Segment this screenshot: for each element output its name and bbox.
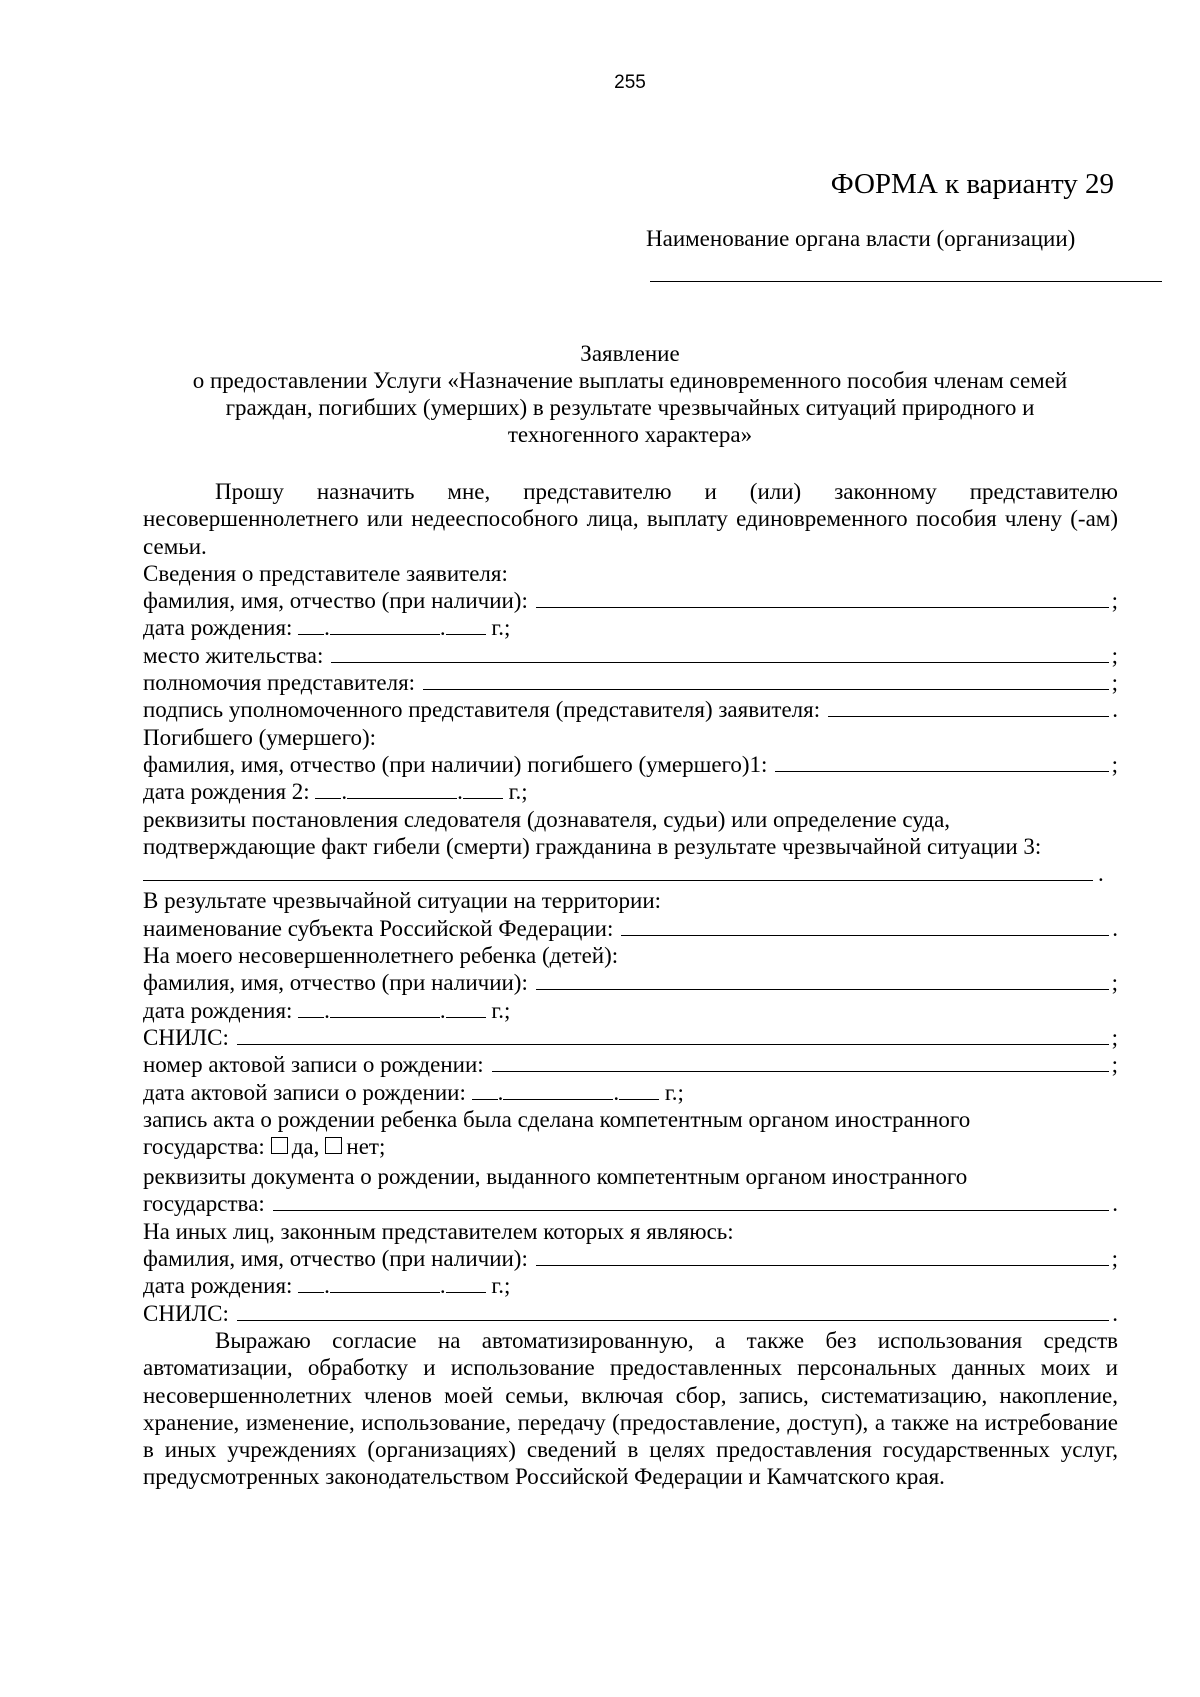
rep-birth-month-field[interactable] — [330, 615, 440, 635]
rep-residence-field[interactable] — [331, 643, 1108, 663]
child-birth-month-field[interactable] — [330, 998, 440, 1018]
rep-fio-row: фамилия, имя, отчество (при наличии): ; — [143, 588, 1118, 614]
rep-powers-row: полномочия представителя: ; — [143, 670, 1118, 696]
child-record-date-row: дата актовой записи о рождении: . . г.; — [143, 1079, 684, 1105]
rep-fio-field[interactable] — [536, 588, 1109, 608]
document-title: Заявление — [580, 341, 680, 366]
authority-label: Наименование органа власти (организации) — [646, 226, 1076, 251]
doc-prefix: государства: — [143, 1191, 265, 1217]
others-fio-row: фамилия, имя, отчество (при наличии): ; — [143, 1246, 1118, 1272]
others-snils-row: СНИЛС: . — [143, 1300, 1118, 1326]
deceased-birth-day-field[interactable] — [315, 779, 341, 799]
foreign-options-row — [143, 1133, 1118, 1163]
others-fio-field[interactable] — [536, 1246, 1109, 1266]
consent-paragraph: Выражаю согласие на автоматизированную, а также без использования средств автоматизации, обработку и использование предоставленных персональных данных моих и несовершеннолетних членов моей семьи, включая сбор, запись, систематизацию, накопление, хранение, изменение, использование, передачу (предоставление, доступ), а также на истребование в иных учреждениях (организациях) сведений в целях предоставления государственных услуг, предусмотренных законодательством Российской Федерации и Камчатского края. — [143, 1327, 1118, 1490]
child-birth-label: дата рождения: — [143, 997, 293, 1023]
child-birth-year-field[interactable] — [446, 998, 486, 1018]
deceased-fio-field[interactable] — [775, 752, 1108, 772]
child-snils-field[interactable] — [237, 1025, 1109, 1045]
year-suffix: г.; — [491, 997, 511, 1023]
deceased-birth-label: дата рождения 2: — [143, 779, 310, 805]
year-suffix: г.; — [491, 615, 511, 641]
subtitle-line: о предоставлении Услуги «Назначение выплаты единовременного пособия членам семей — [192, 368, 1068, 393]
subtitle-line: техногенного характера» — [507, 422, 753, 447]
child-record-no-field[interactable] — [492, 1052, 1109, 1072]
others-birth-month-field[interactable] — [330, 1273, 440, 1293]
deceased-details-row: . — [143, 860, 1118, 887]
others-heading: На иных лиц, законным представителем которых я являюсь: — [143, 1218, 734, 1244]
child-heading: На моего несовершеннолетнего ребенка (детей): — [143, 943, 619, 969]
authority-field[interactable] — [650, 281, 1162, 282]
rep-powers-field[interactable] — [423, 670, 1109, 690]
region-field[interactable] — [621, 916, 1109, 936]
rep-birth-day-field[interactable] — [298, 615, 324, 635]
rep-heading: Сведения о представителе заявителя: — [143, 560, 508, 586]
child-fio-field[interactable] — [536, 970, 1109, 990]
foreign-line-1: запись акта о рождении ребенка была сделана компетентным органом иностранного — [143, 1106, 971, 1132]
region-label: наименование субъекта Российской Федерации: — [143, 915, 614, 941]
others-fio-label: фамилия, имя, отчество (при наличии): — [143, 1246, 528, 1272]
title-block — [130, 340, 1130, 448]
form-body — [143, 478, 1118, 1491]
emergency-heading: В результате чрезвычайной ситуации на территории: — [143, 888, 662, 914]
subtitle-line: граждан, погибших (умерших) в результате чрезвычайных ситуаций природного и — [225, 395, 1035, 420]
record-day-field[interactable] — [472, 1080, 498, 1100]
year-suffix: г.; — [664, 1079, 684, 1105]
others-snils-field[interactable] — [237, 1301, 1109, 1321]
request-paragraph: Прошу назначить мне, представителю и (или) законному представителю несовершеннолетнего или недееспособного лица, выплату единовременного пособия члену (-ам) семьи. — [143, 479, 1118, 559]
record-month-field[interactable] — [503, 1080, 613, 1100]
rep-signature-field[interactable] — [828, 697, 1109, 717]
rep-fio-label: фамилия, имя, отчество (при наличии): — [143, 588, 528, 614]
child-birth-row: дата рождения: . . г.; — [143, 997, 511, 1023]
rep-signature-row: подпись уполномоченного представителя (представителя) заявителя: . — [143, 697, 1118, 723]
no-checkbox[interactable] — [325, 1137, 342, 1154]
deceased-birth-month-field[interactable] — [347, 779, 457, 799]
yes-checkbox[interactable] — [271, 1137, 288, 1154]
others-birth-row: дата рождения: . . г.; — [143, 1273, 511, 1299]
child-record-no-label: номер актовой записи о рождении: — [143, 1052, 484, 1078]
others-birth-year-field[interactable] — [446, 1273, 486, 1293]
rep-birth-year-field[interactable] — [446, 615, 486, 635]
child-birth-day-field[interactable] — [298, 998, 324, 1018]
rep-residence-row: место жительства: ; — [143, 642, 1118, 668]
year-suffix: г.; — [491, 1273, 511, 1299]
page-number: 255 — [614, 72, 646, 93]
doc-line-1: реквизиты документа о рождении, выданного компетентным органом иностранного — [143, 1164, 968, 1190]
yes-label: да, — [291, 1134, 320, 1160]
doc-field[interactable] — [273, 1191, 1110, 1211]
rep-powers-label: полномочия представителя: — [143, 670, 416, 696]
others-birth-day-field[interactable] — [298, 1273, 324, 1293]
deceased-details-line-1: реквизиты постановления следователя (дознавателя, судьи) или определение суда, — [143, 806, 951, 832]
child-fio-label: фамилия, имя, отчество (при наличии): — [143, 970, 528, 996]
rep-residence-label: место жительства: — [143, 642, 324, 668]
foreign-prefix: государства: — [143, 1134, 265, 1160]
others-snils-label: СНИЛС: — [143, 1300, 229, 1326]
child-record-date-label: дата актовой записи о рождении: — [143, 1079, 466, 1105]
rep-birth-label: дата рождения: — [143, 615, 293, 641]
others-birth-label: дата рождения: — [143, 1273, 293, 1299]
deceased-details-line-2: подтверждающие факт гибели (смерти) гражданина в результате чрезвычайной ситуации 3: — [143, 833, 1042, 859]
child-snils-row: СНИЛС: ; — [143, 1024, 1118, 1050]
rep-signature-label: подпись уполномоченного представителя (представителя) заявителя: — [143, 697, 821, 723]
form-label: ФОРМА к варианту 29 — [830, 168, 1114, 200]
deceased-fio-row: фамилия, имя, отчество (при наличии) погибшего (умершего)1: ; — [143, 751, 1118, 777]
child-snils-label: СНИЛС: — [143, 1024, 229, 1050]
deceased-birth-row: дата рождения 2: . . г.; — [143, 779, 528, 805]
year-suffix: г.; — [508, 779, 528, 805]
region-row: наименование субъекта Российской Федерации: . — [143, 915, 1118, 941]
child-fio-row: фамилия, имя, отчество (при наличии): ; — [143, 970, 1118, 996]
deceased-fio-label: фамилия, имя, отчество (при наличии) погибшего (умершего)1: — [143, 751, 768, 777]
deceased-details-field[interactable] — [143, 861, 1093, 881]
deceased-heading: Погибшего (умершего): — [143, 724, 377, 750]
record-year-field[interactable] — [619, 1080, 659, 1100]
no-label: нет; — [346, 1134, 386, 1160]
child-record-no-row: номер актовой записи о рождении: ; — [143, 1052, 1118, 1078]
deceased-birth-year-field[interactable] — [463, 779, 503, 799]
doc-row: государства: . — [143, 1191, 1118, 1217]
rep-birth-row: дата рождения: . . г.; — [143, 615, 511, 641]
